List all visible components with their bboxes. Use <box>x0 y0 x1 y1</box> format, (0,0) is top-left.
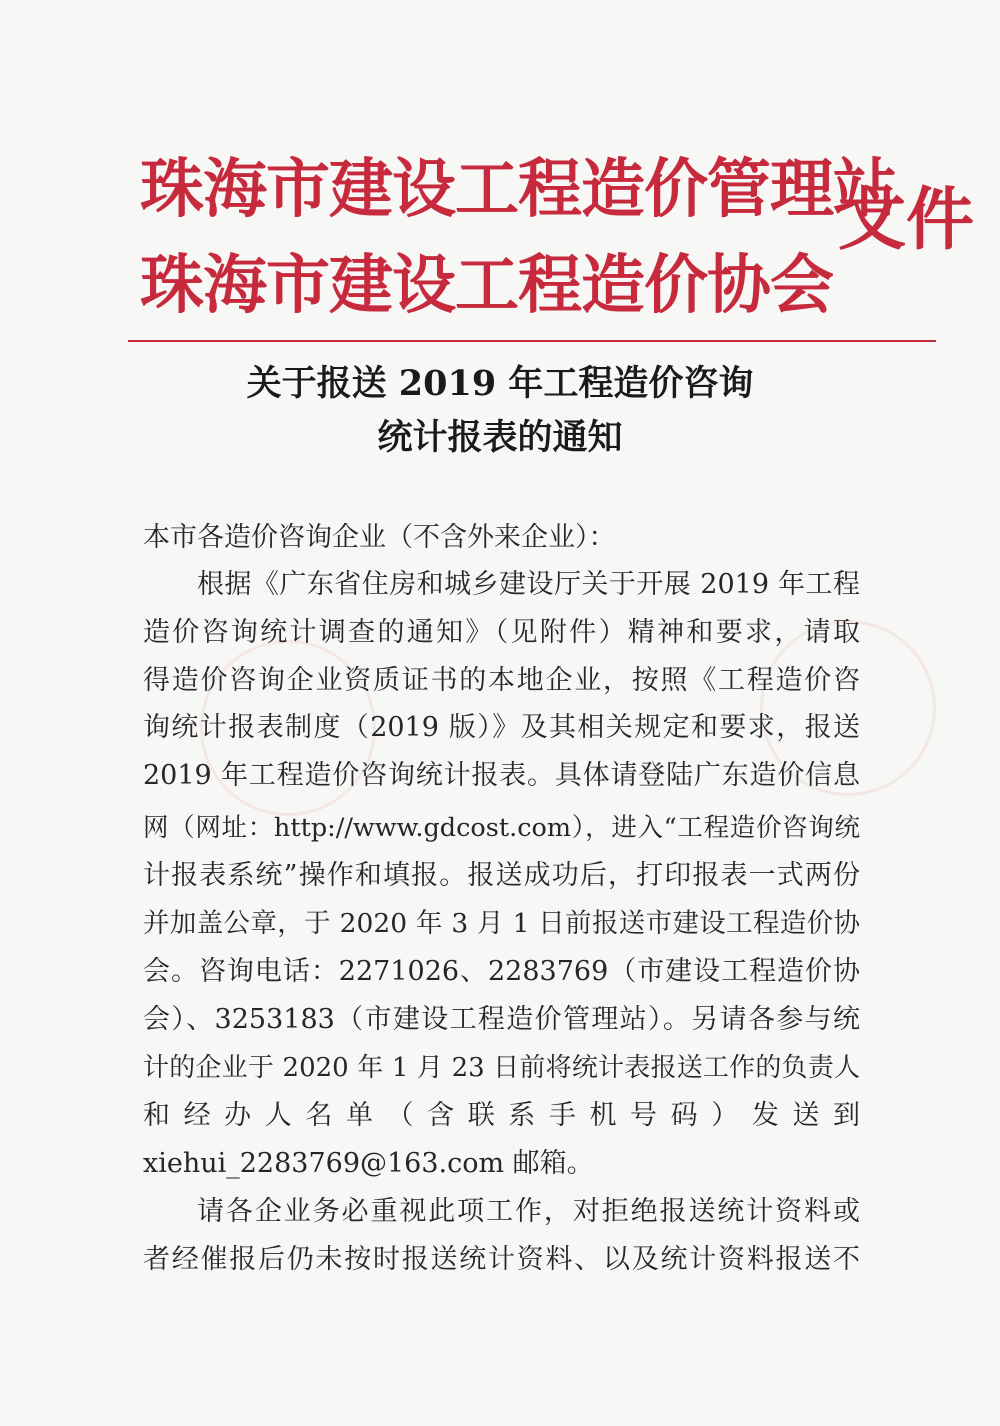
paragraph-2-line: 请各企业务必重视此项工作，对拒绝报送统计资料或 <box>197 1196 860 1227</box>
issuer-name-line1: 珠海市建设工程造价管理站 <box>140 152 896 227</box>
paragraph-1-line: 询统计报表制度（2019 版）》及其相关规定和要求，报送 <box>143 712 860 743</box>
paragraph-1-line: 2019 年工程造价咨询统计报表。具体请登陆广东造价信息 <box>143 760 860 791</box>
document-type-label: 文件 <box>838 180 975 260</box>
paragraph-1-line: 计报表系统”操作和填报。报送成功后，打印报表一式两份 <box>143 860 860 891</box>
header-divider <box>128 340 936 342</box>
paragraph-1-line: 会）、3253183（市建设工程造价管理站）。另请各参与统 <box>143 1004 860 1035</box>
paragraph-1-line: 造价咨询统计调查的通知》（见附件）精神和要求，请取 <box>143 617 860 648</box>
paragraph-1-line: 计的企业于 2020 年 1 月 23 日前将统计表报送工作的负责人 <box>143 1053 860 1083</box>
issuer-name-line2: 珠海市建设工程造价协会 <box>140 248 833 323</box>
salutation: 本市各造价咨询企业（不含外来企业）： <box>143 522 616 553</box>
paragraph-1-line: xiehui_2283769@163.com 邮箱。 <box>143 1148 594 1179</box>
document-title-line1: 关于报送 2019 年工程造价咨询 <box>246 363 754 404</box>
paragraph-1-line: 根据《广东省住房和城乡建设厅关于开展 2019 年工程 <box>197 569 860 600</box>
paragraph-1-line: 会。咨询电话：2271026、2283769（市建设工程造价协 <box>143 956 860 987</box>
paragraph-1-line: 和经办人名单（含联系手机号码）发送到 <box>143 1100 860 1131</box>
document-title-line2: 统计报表的通知 <box>377 417 623 458</box>
paragraph-1-line: 网（网址：http://www.gdcost.com），进入“工程造价咨询统 <box>143 813 860 843</box>
paragraph-1-line: 并加盖公章，于 2020 年 3 月 1 日前报送市建设工程造价协 <box>143 908 860 939</box>
paragraph-1-line: 得造价咨询企业资质证书的本地企业，按照《工程造价咨 <box>143 665 860 696</box>
paragraph-2-line: 者经催报后仍未按时报送统计资料、以及统计资料报送不 <box>143 1244 860 1275</box>
